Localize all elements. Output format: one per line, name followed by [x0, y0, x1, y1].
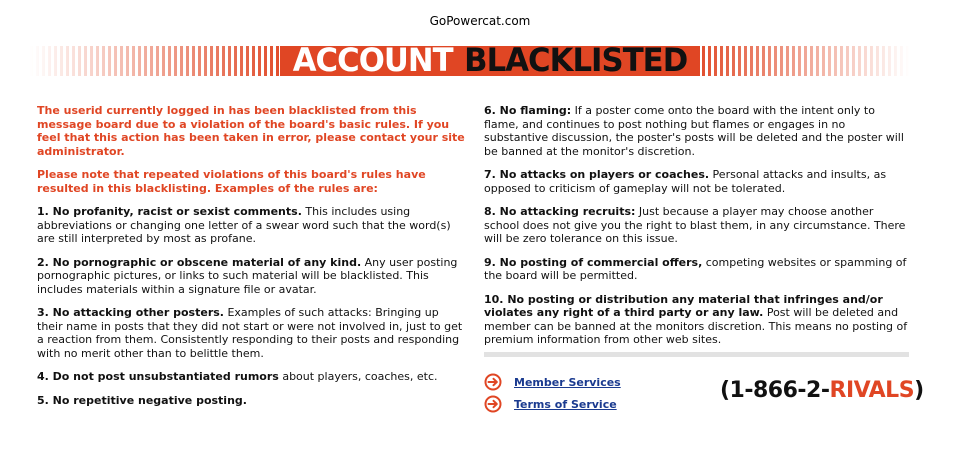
rule-item [484, 256, 909, 283]
banner-stripes-right [690, 46, 910, 76]
rule-title: 7. No attacks on players or coaches. [484, 168, 710, 181]
rule-title: 4. Do not post unsubstantiated rumors [37, 370, 279, 383]
rule-title: 5. No repetitive negative posting. [37, 393, 247, 407]
rule-title: 10. No posting or distribution any material that infringes and/or violates any right of a third party or any law. [484, 292, 883, 319]
arrow-circle-right-icon[interactable] [484, 373, 502, 391]
rule-item [37, 306, 467, 360]
right-column [484, 104, 909, 357]
phone-prefix: (1-866-2- [720, 378, 830, 403]
rule-item [484, 205, 909, 246]
rule-title: 3. No attacking other posters. [37, 306, 224, 319]
member-services-link[interactable]: Member Services [514, 375, 621, 389]
rule-text: competing websites or spamming of the board will be permitted. [484, 255, 907, 282]
rule-item [37, 205, 467, 246]
rule-title: 2. No pornographic or obscene material of any kind. [37, 255, 362, 269]
page-banner [30, 44, 910, 78]
site-title: GoPowercat.com [429, 14, 531, 28]
rule-text: Post will be deleted and member can be banned at the monitors discretion. This means no posting of premium information from other web sites. [484, 306, 908, 346]
page-title-account: ACCOUNT [292, 44, 453, 78]
rule-text: Personal attacks and insults, as opposed to criticism of gameplay will not be tolerated. [484, 168, 887, 195]
rule-text: about players, coaches, etc. [278, 370, 438, 383]
banner-stripes-left [30, 46, 290, 76]
rule-text: Any user posting pornographic pictures, or links to such material will be blacklisted. This includes materials within a signature file or avatar. [37, 255, 458, 296]
rule-text: This includes using abbreviations or changing one letter of a swear word such that the word(s) are still interpreted by most as profane. [37, 205, 451, 245]
support-phone-number [720, 378, 924, 403]
rule-title: 8. No attacking recruits: [484, 205, 636, 218]
terms-of-service-link[interactable]: Terms of Service [514, 397, 617, 411]
divider [484, 352, 909, 357]
rules-intro: Please note that repeated violations of this board's rules have resulted in this blacklisting. Examples of the rules are: [37, 168, 426, 195]
phone-accent: RIVALS [829, 378, 915, 403]
blacklist-notice: The userid currently logged in has been blacklisted from this message board due to a violation of the board's basic rules. If you feel that this action has been taken in error, please contact your site administrator. [37, 104, 465, 158]
rule-text: Examples of such attacks: Bringing up their name in posts that they did not start or were not involved in, just to get a reaction from them. Consistently responding to their posts and responding with no merit other than to belittle them. [37, 306, 463, 360]
arrow-circle-right-icon[interactable] [484, 395, 502, 413]
terms-of-service-link-row[interactable] [484, 394, 617, 414]
left-column [37, 104, 467, 417]
rule-text: If a poster come onto the board with the intent only to flame, and continues to post nothing but flames or engages in no substantive discussion, the poster's posts will be deleted and the poster will be banned at the monitor's discretion. [484, 104, 904, 158]
rule-text: Just because a player may choose another school does not give you the right to blast them, in any circumstance. There will be zero tolerance on this issue. [484, 205, 906, 245]
page-title [288, 44, 691, 78]
page-title-blacklisted: BLACKLISTED [464, 44, 688, 78]
rule-item [37, 370, 467, 384]
rule-item [37, 394, 467, 408]
rule-item [484, 104, 909, 158]
member-services-link-row[interactable] [484, 372, 621, 392]
rule-item [484, 168, 909, 195]
rule-item [484, 293, 909, 347]
rule-title: 9. No posting of commercial offers, [484, 255, 703, 269]
phone-suffix: ) [914, 378, 924, 403]
rule-title: 6. No flaming: [484, 104, 572, 117]
rule-item [37, 256, 467, 297]
rule-title: 1. No profanity, racist or sexist comments. [37, 205, 302, 218]
